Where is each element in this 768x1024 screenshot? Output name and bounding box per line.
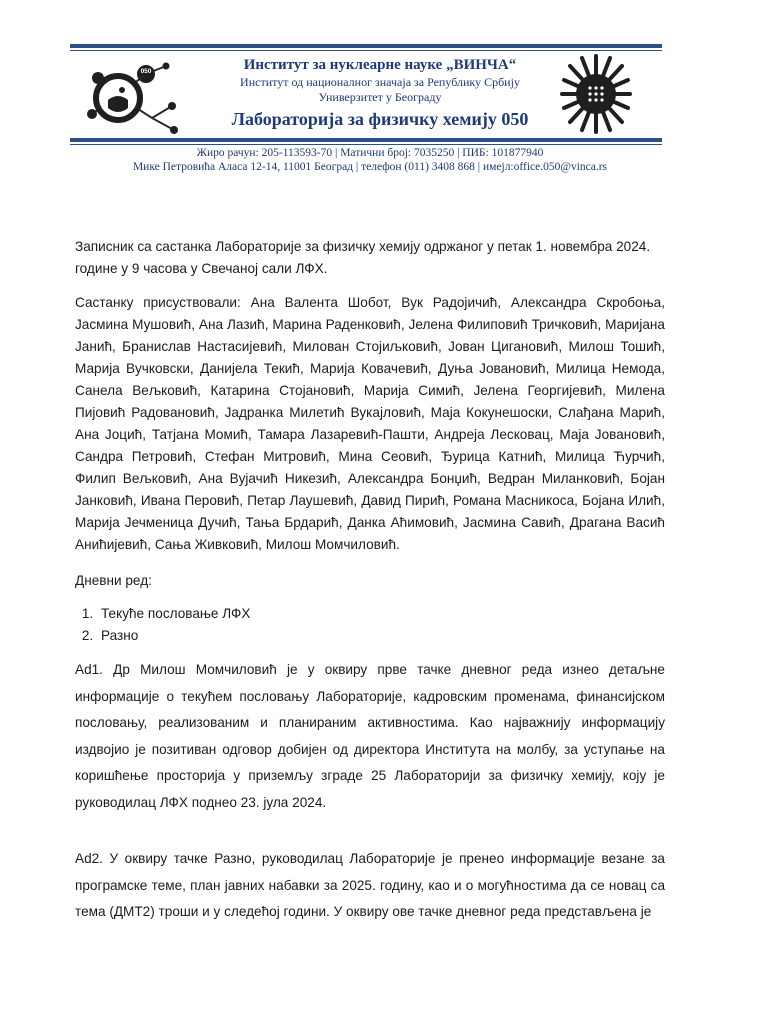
vinca-emblem-logo <box>560 52 632 136</box>
agenda-list <box>75 603 665 647</box>
logo-badge-text: 050 <box>140 68 152 75</box>
lab-050-logo <box>78 56 184 136</box>
header-top-rule-thin <box>70 50 662 51</box>
bank-and-tax-line: Жиро рачун: 205-113593-70 | Матични број: 7035250 | ПИБ: 101877940 <box>196 147 544 159</box>
agenda-point-1-text: Ad1. Др Милош Момчиловић је у оквиру прве тачке дневног реда изнео детаљне информације о текућем пословању Лабораторије, кадровским променама, финансијском пословању, реализованим и планираним активностима. Као најважнију информацију издвојио је позитиван одговор добијен од директора Института на молбу, за уступање на коришћење просторија у приземљу зграде 25 Лабораторији за физичку хемију, коју је руководилац ЛФХ поднео 23. јула 2024. <box>75 662 665 810</box>
header-bottom-rule-thin <box>70 144 662 145</box>
university-name: Универзитет у Београду <box>318 90 442 104</box>
agenda-heading: Дневни ред: <box>75 573 152 588</box>
attendance-list: Састанку присуствовали: Ана Валента Шобот, Вук Радојичић, Александра Скробоња, Јасмина Мушовић, Ана Лазић, Марина Раденковић, Јелена Филиповић Тричковић, Маријана Јанић, Бранислав Настасијевић, Милован Стојиљковић, Јован Цигановић, Милош Тошић, Марија Вучковски, Данијела Текић, Марија Ковачевић, Дуња Јовановић, Милица Немода, Санела Вељковић, Катарина Стојановић, Марија Симић, Јелена Георгијевић, Милена Пијовић Радовановић, Јадранка Милетић Вукајловић, Маја Кокунешоски, Слађана Марић, Ана Јоцић, Татјана Момић, Тамара Лазаревић-Пашти, Андреја Лесковац, Маја Јовановић, Сандра Петровић, Стефан Митровић, Мина Сеовић, Ђурица Катнић, Милица Ћурчић, Филип Вељковић, Ана Вујачић Никезић, Александра Бонџић, Ведран Миланковић, Бојан Јанковић, Ивана Перовић, Петар Лаушевић, Давид Пирић, Романа Масникоса, Бојана Илић, Марија Јечменица Дучић, Тања Брдарић, Данка Аћимовић, Јасмина Савић, Драгана Васић Анићијевић, Сања Живковић, Милош Момчиловић. <box>75 295 665 552</box>
address-and-contact-line: Мике Петровића Аласа 12-14, 11001 Београд | телефон (011) 3408 868 | имејл:office.050@vinca.rs <box>132 161 608 173</box>
letterhead-text <box>180 56 580 131</box>
header-bottom-rule <box>70 138 662 142</box>
lab-name: Лабораторија за физичку хемију 050 <box>231 109 529 129</box>
agenda-item: 2. Разно <box>97 625 665 647</box>
header-top-rule <box>70 44 662 48</box>
agenda-item: 1. Текуће пословање ЛФХ <box>97 603 665 625</box>
institute-name: Институт за нуклеарне науке „ВИНЧА“ <box>243 57 517 73</box>
minutes-intro: Записник са састанка Лабораторије за физичку хемију одржаног у петак 1. новембра 2024. године у 9 часова у Свечаној сали ЛФХ. <box>75 239 651 276</box>
institute-status: Институт од националног значаја за Републику Србију <box>240 75 520 89</box>
agenda-point-2-text: Ad2. У оквиру тачке Разно, руководилац Лабораторије је пренео информације везане за програмске теме, план јавних набавки за 2025. годину, као и о могућностима да се новац са тема (ДМТ2) троши и у следећој години. У оквиру ове тачке дневног реда представљена је <box>75 851 665 919</box>
contact-info <box>80 146 660 174</box>
